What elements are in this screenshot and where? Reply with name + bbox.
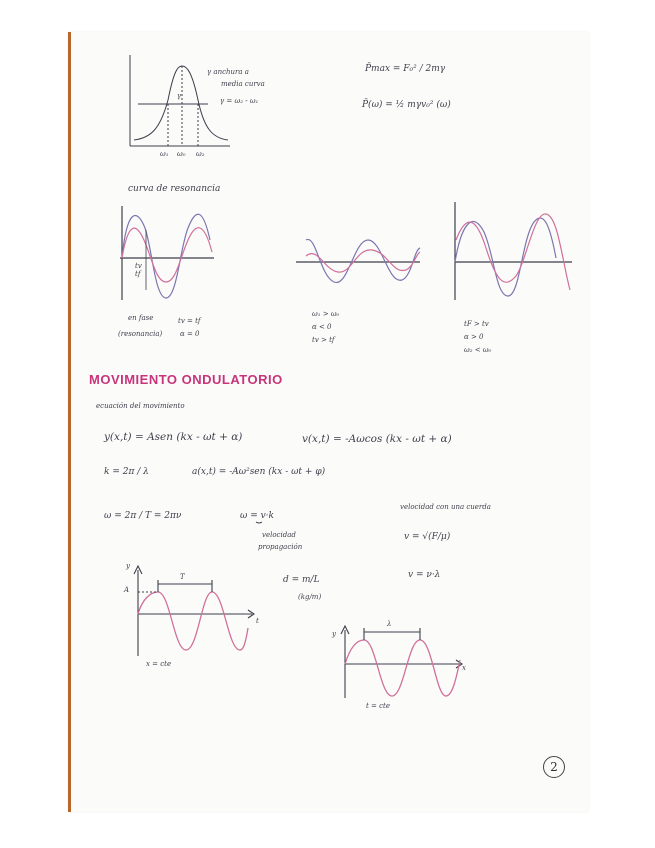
v-lambda: v = ν·λ	[408, 570, 441, 580]
phase3-wave-pink	[456, 214, 570, 290]
phase2-line-3: tv > tf	[312, 336, 335, 344]
prop-speed-2: propagación	[258, 543, 303, 551]
tick-w2: ω₂	[196, 150, 205, 158]
eq-v: v(x,t) = -Aωcos (kx - ωt + α)	[302, 433, 452, 445]
density-unit: (kg/m)	[298, 593, 322, 601]
eq-k: k = 2π / λ	[104, 467, 149, 477]
motion-title: ecuación del movimiento	[96, 402, 185, 410]
graph-space-y-label: y	[332, 630, 336, 638]
gamma-formula: γ = ω₂ - ω₁	[220, 97, 259, 105]
eq-y: y(x,t) = Asen (kx - ωt + α)	[104, 431, 243, 443]
density: d = m/L	[283, 575, 320, 585]
eq-omega: ω = 2π / T = 2πν	[104, 511, 182, 521]
tick-w1: ω₁	[160, 150, 169, 158]
graph-time-wave	[138, 592, 248, 650]
phase1-axis-tf: tf	[135, 270, 141, 278]
phase-graph-2	[296, 239, 420, 282]
page-number: 2	[543, 756, 565, 778]
tick-w0: ω₀	[177, 150, 186, 158]
phase-graph-3	[455, 202, 572, 300]
phase3-wave-purple	[455, 218, 556, 296]
phase3-line-2: α > 0	[464, 333, 484, 341]
graph-space-caption: t = cte	[366, 702, 391, 710]
graph-time-t-label: t	[256, 617, 259, 625]
gamma-label: γ anchura a	[207, 68, 249, 76]
graph-space	[341, 626, 462, 698]
phase1-axis-tv: tv	[135, 262, 142, 270]
graph-space-wavelength-label: λ	[387, 620, 392, 628]
phase1-line-2: (resonancia)	[118, 330, 163, 338]
graph-time-period-label: T	[180, 573, 185, 581]
phase2-line-2: α < 0	[312, 323, 332, 331]
prop-speed-1: velocidad	[262, 531, 296, 539]
rope-formula: v = √(F/μ)	[404, 532, 451, 542]
pw-formula: P̄(ω) = ½ mγv₀² (ω)	[362, 100, 451, 110]
eq-omega-vk: ω = v·k	[240, 511, 275, 521]
phase1-line-1: en fase	[128, 314, 154, 322]
peak-gamma: γ	[177, 92, 182, 100]
phase1-extra-2: α = 0	[180, 330, 200, 338]
graph-space-x-label: x	[462, 664, 466, 672]
phase3-line-3: ω₂ < ω₀	[464, 346, 492, 354]
phase1-wave-purple	[122, 214, 210, 298]
graph-time-y-label: y	[126, 562, 130, 570]
graph-time	[134, 566, 254, 656]
gamma-label-2: media curva	[221, 80, 265, 88]
curve-title: curva de resonancia	[128, 184, 221, 194]
phase-graph-1	[120, 206, 214, 300]
resonance-curve	[134, 66, 228, 140]
tilde-mark	[256, 522, 262, 523]
section-title: MOVIMIENTO ONDULATORIO	[89, 372, 283, 387]
phase1-extra-1: tv = tf	[178, 317, 201, 325]
pmax-formula: P̄max = F₀² / 2mγ	[365, 64, 446, 74]
eq-a: a(x,t) = -Aω²sen (kx - ωt + φ)	[192, 467, 326, 477]
rope-title: velocidad con una cuerda	[400, 503, 491, 511]
graph-space-wave	[345, 640, 460, 696]
graph-time-amp-label: A	[124, 586, 130, 594]
phase3-line-1: tF > tv	[464, 320, 489, 328]
phase2-line-1: ω₁ > ω₀	[312, 310, 340, 318]
graph-time-caption: x = cte	[146, 660, 172, 668]
